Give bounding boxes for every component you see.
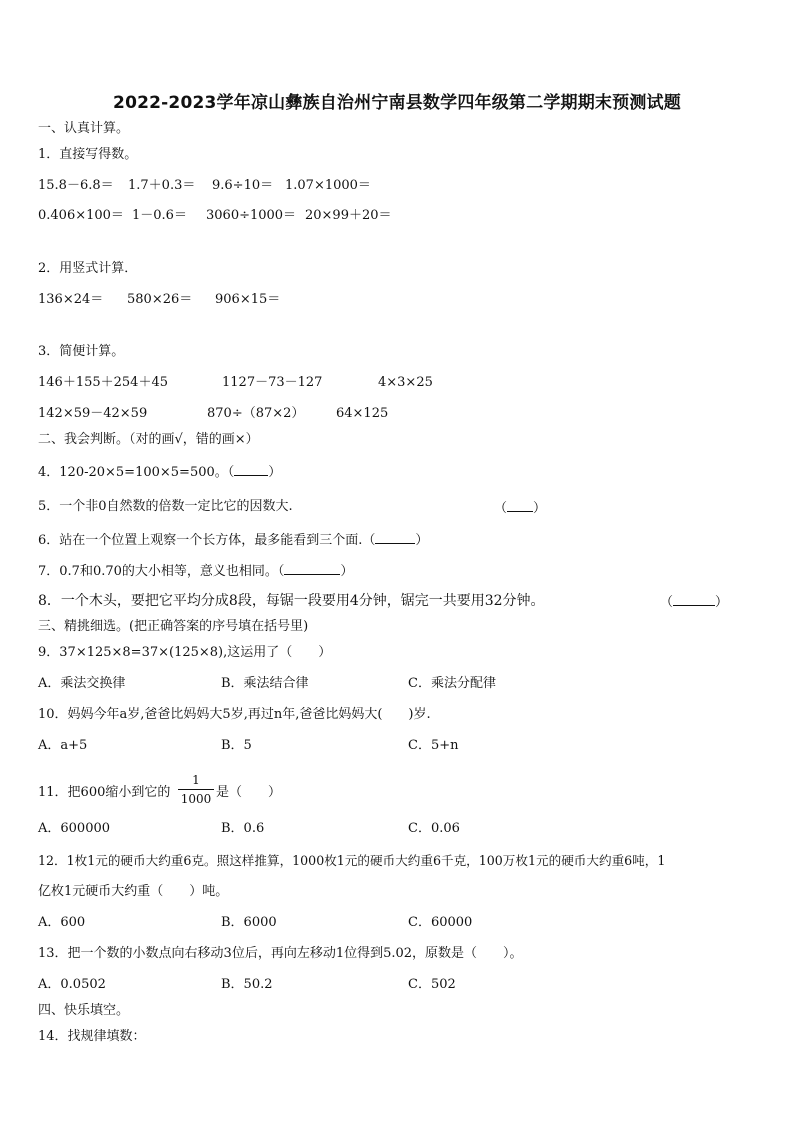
calc-item: 1.7＋0.3＝: [128, 178, 196, 193]
question-11-before: 11．把600缩小到它的: [38, 785, 171, 800]
fraction-numerator: 1: [192, 773, 200, 787]
section-heading-2: 二、我会判断。（对的画√，错的画×）: [38, 432, 259, 447]
calc-item: 136×24＝: [38, 292, 104, 307]
fraction: [178, 773, 214, 806]
answer-blank[interactable]: [375, 531, 415, 544]
paren-close: ）: [268, 465, 282, 480]
option-c[interactable]: C．5+n: [408, 738, 459, 753]
calc-item: 1.07×1000＝: [285, 178, 371, 193]
option-c[interactable]: C．60000: [408, 915, 473, 930]
calc-item: 1127－73－127: [222, 375, 323, 390]
calc-item: 1－0.6＝: [132, 208, 187, 223]
answer-blank[interactable]: [284, 562, 340, 575]
option-a[interactable]: A．乘法交换律: [38, 676, 126, 691]
option-a[interactable]: A．600000: [38, 821, 111, 836]
question-5: [38, 499, 293, 515]
calc-item: 580×26＝: [127, 292, 193, 307]
option-b[interactable]: B．0.6: [221, 821, 265, 836]
answer-blank[interactable]: [673, 593, 715, 606]
question-14-text: 14．找规律填数：: [38, 1029, 146, 1044]
fraction-bar: [178, 789, 214, 790]
calc-item: 870÷（87×2）: [207, 406, 305, 421]
page-title: 2022-2023学年凉山彝族自治州宁南县数学四年级第二学期期末预测试题: [113, 93, 681, 113]
question-1-stem: 1．直接写得数。: [38, 147, 138, 162]
calc-item: 146＋155＋254＋45: [38, 375, 168, 390]
question-7-text: 7．0.7和0.70的大小相等，意义也相同。（: [38, 564, 285, 579]
calc-item: 142×59－42×59: [38, 406, 148, 421]
option-b[interactable]: B．5: [221, 738, 252, 753]
question-8: [38, 593, 545, 609]
calc-item: 0.406×100＝: [38, 208, 124, 223]
option-a[interactable]: A．0.0502: [38, 977, 106, 992]
paren-close: ）: [340, 564, 354, 579]
option-b[interactable]: B．50.2: [221, 977, 273, 992]
section-heading-3: 三、精挑细选。(把正确答案的序号填在括号里): [38, 619, 309, 634]
option-a[interactable]: A．a+5: [38, 738, 88, 753]
answer-blank[interactable]: [234, 463, 268, 476]
calc-item: 3060÷1000＝: [206, 208, 297, 223]
question-8-text: 8．一个木头，要把它平均分成8段，每锯一段要用4分钟，锯完一共要用32分钟。: [38, 593, 545, 609]
calc-item: 20×99＋20＝: [305, 208, 392, 223]
question-12-line2: 亿枚1元硬币大约重（ ）吨。: [38, 884, 229, 899]
paren-open: （: [494, 501, 508, 516]
option-a[interactable]: A．600: [38, 915, 86, 930]
question-9-text: 9．37×125×8=37×(125×8),这运用了（ ）: [38, 645, 332, 660]
section-heading-4: 四、快乐填空。: [38, 1003, 130, 1018]
answer-blank[interactable]: [507, 499, 533, 512]
question-7: [38, 562, 353, 580]
paren-close: ）: [533, 501, 547, 516]
calc-item: 906×15＝: [215, 292, 281, 307]
question-6: [38, 531, 428, 549]
question-3-stem: 3．简便计算。: [38, 344, 125, 359]
calc-item: 9.6÷10＝: [212, 178, 274, 193]
option-b[interactable]: B．乘法结合律: [221, 676, 309, 691]
calc-item: 4×3×25: [378, 375, 433, 390]
section-heading-1: 一、认真计算。: [38, 121, 130, 136]
answer-paren: [494, 499, 546, 517]
question-6-text: 6．站在一个位置上观察一个长方体，最多能看到三个面.（: [38, 533, 376, 548]
question-4-text: 4．120-20×5=100×5=500。（: [38, 465, 235, 480]
calc-item: 15.8－6.8＝: [38, 178, 114, 193]
option-b[interactable]: B．6000: [221, 915, 277, 930]
paren-close: ）: [415, 533, 429, 548]
fraction-denominator: 1000: [180, 792, 212, 806]
calc-item: 64×125: [336, 406, 389, 421]
question-12-line1: 12．1枚1元的硬币大约重6克。照这样推算，1000枚1元的硬币大约重6千克，100万枚1元的硬币大约重6吨，1: [38, 853, 666, 868]
paren-open: （: [660, 595, 674, 610]
question-4: [38, 463, 281, 481]
answer-paren: [660, 593, 728, 611]
paren-close: ）: [715, 595, 729, 610]
option-c[interactable]: C．0.06: [408, 821, 460, 836]
question-13-text: 13．把一个数的小数点向右移动3位后，再向左移动1位得到5.02，原数是（ ）。: [38, 946, 523, 961]
question-11-after: 是（ ）: [216, 785, 282, 800]
question-5-text: 5．一个非0自然数的倍数一定比它的因数大.: [38, 499, 293, 514]
option-c[interactable]: C．502: [408, 977, 456, 992]
option-c[interactable]: C．乘法分配律: [408, 676, 496, 691]
question-2-stem: 2．用竖式计算．: [38, 261, 138, 276]
question-10-text: 10．妈妈今年a岁,爸爸比妈妈大5岁,再过n年,爸爸比妈妈大( )岁.: [38, 707, 431, 722]
